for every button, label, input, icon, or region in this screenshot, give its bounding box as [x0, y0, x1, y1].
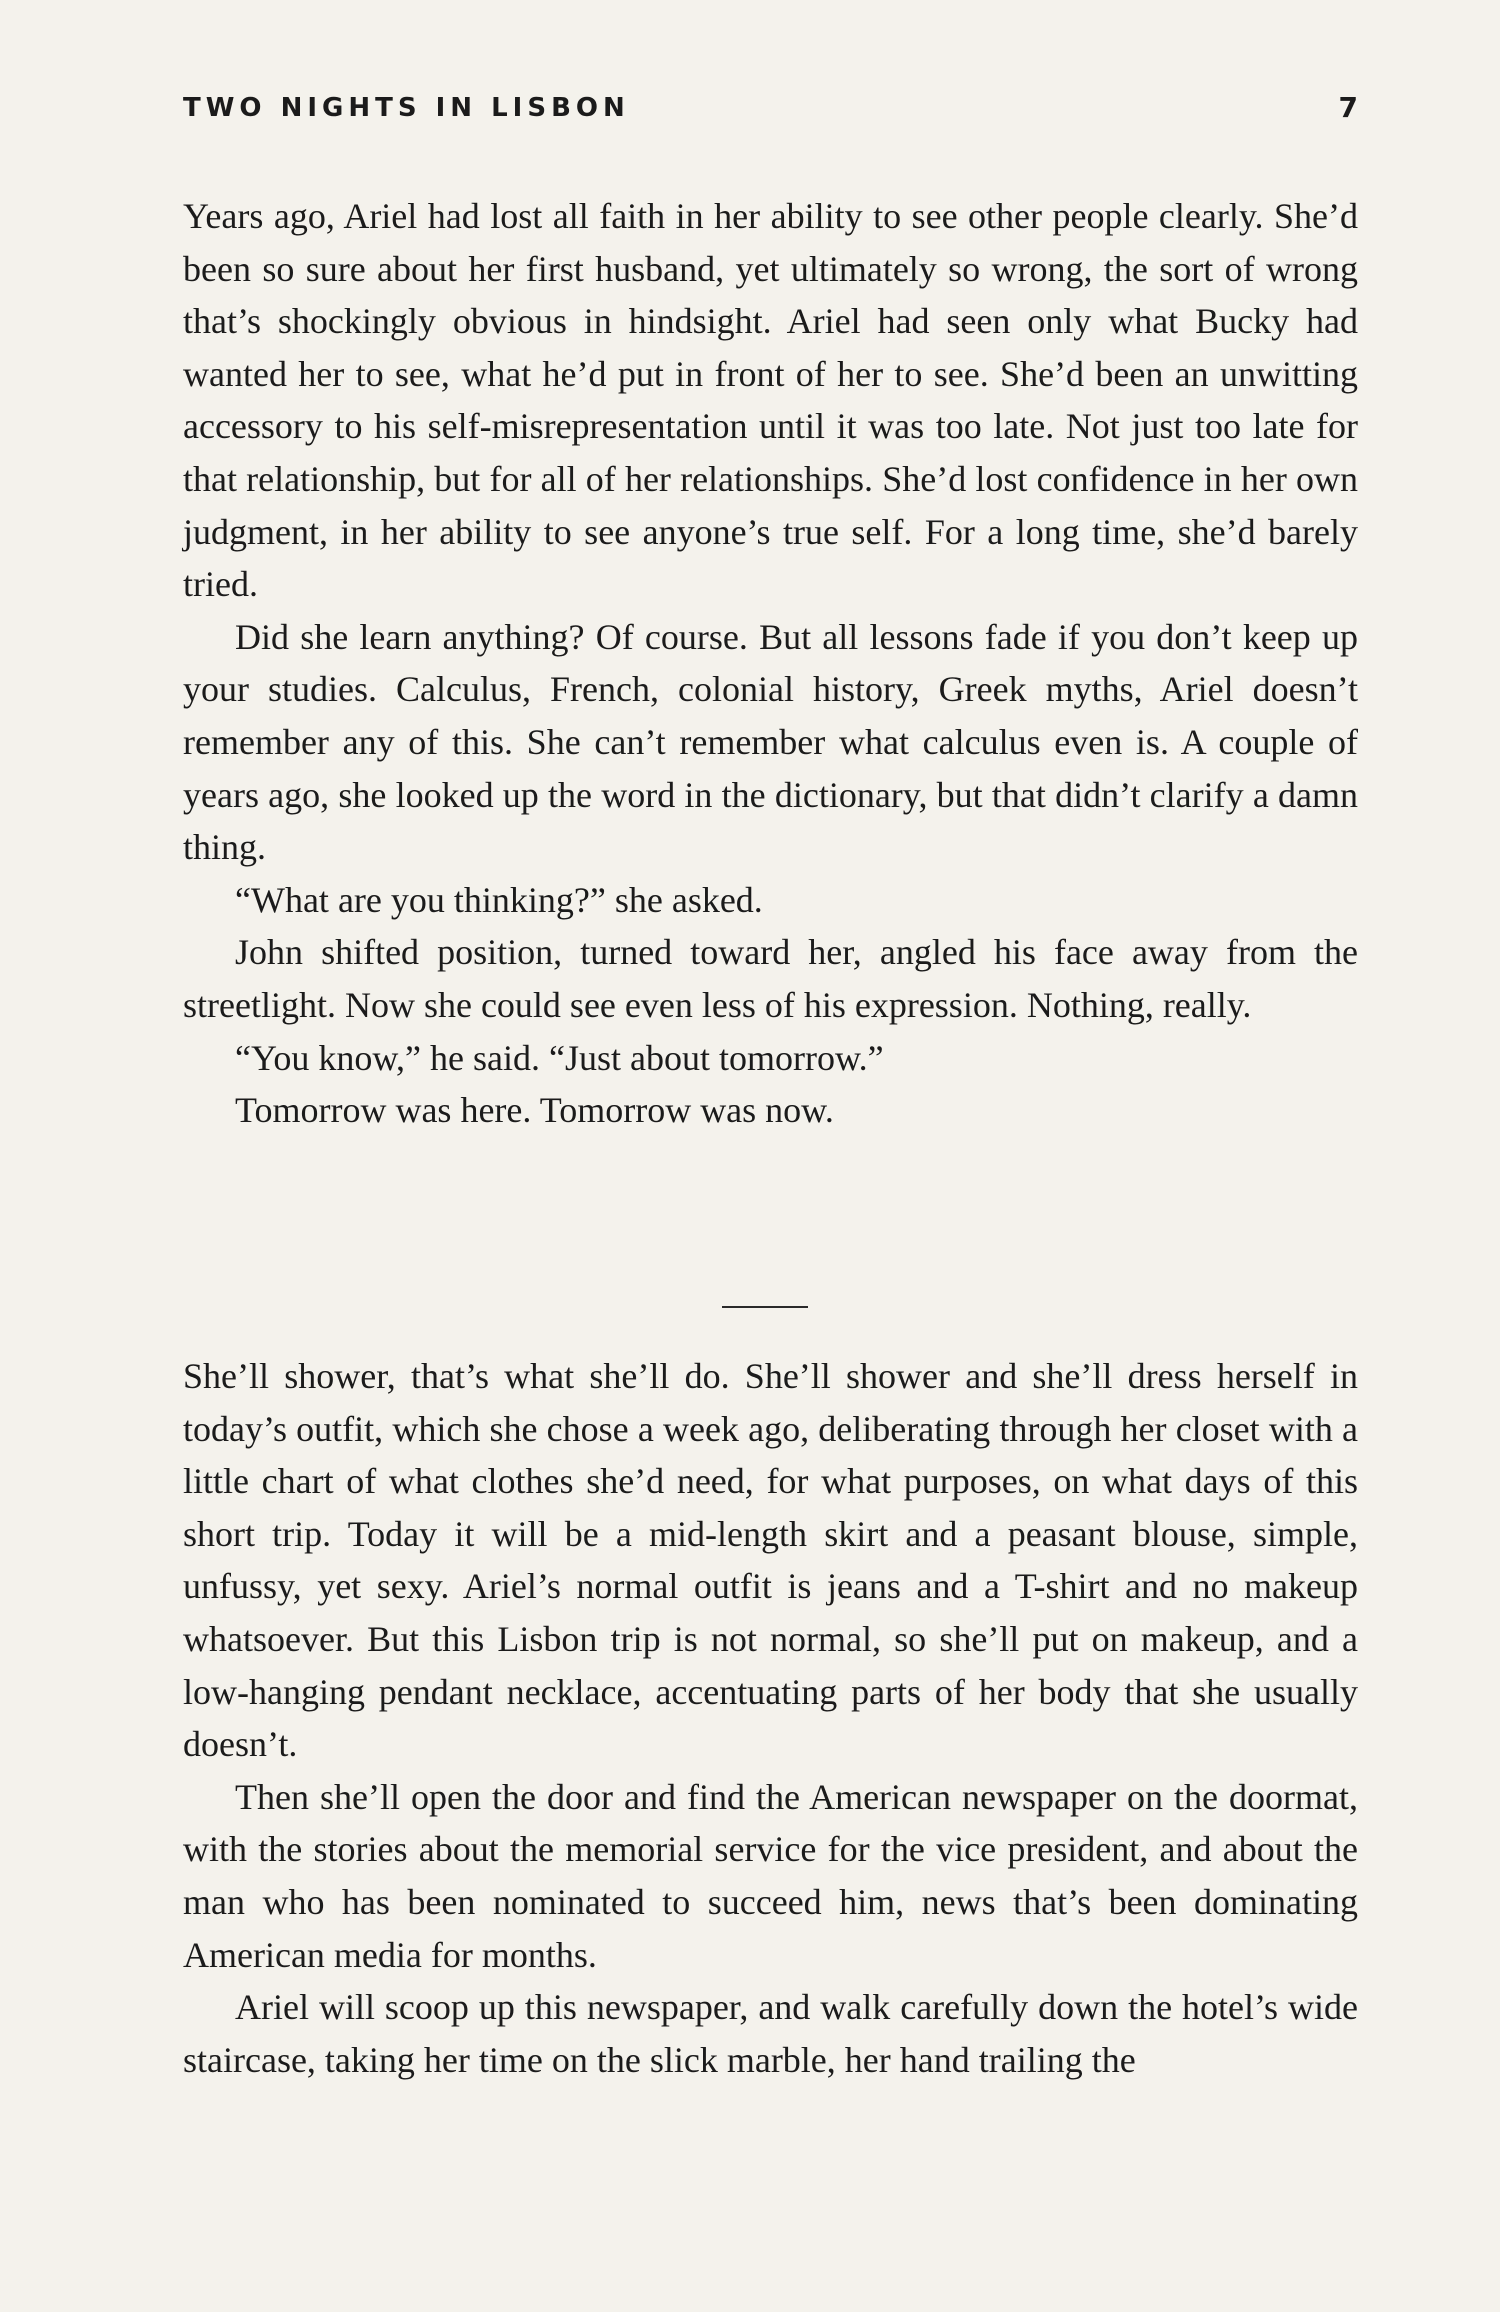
page-number: 7 — [1338, 91, 1358, 124]
dialogue-paragraph: “What are you thinking?” she asked. — [235, 879, 763, 920]
section-break-rule — [722, 1306, 808, 1308]
dialogue-paragraph: “You know,” he said. “Just about tomorrow.” — [235, 1037, 884, 1078]
paragraph: Tomorrow was here. Tomorrow was now. — [235, 1090, 834, 1131]
paragraph: John shifted position, turned toward her, angled his face away from the streetlight. Now she could see even less of his expression. Nothing, really. — [183, 932, 1358, 1025]
paragraph: Years ago, Ariel had lost all faith in her ability to see other people clearly. She’d been so sure about her first husband, yet ultimately so wrong, the sort of wrong that’s shockingly obvious in hindsight. Ariel had seen only what Bucky had wanted her to see, what he’d put in front of her to see. She’d been an unwitting accessory to his self-misrepresentation until it was too late. Not just too late for that relationship, but for all of her relationships. She’d lost confidence in her own judgment, in her ability to see anyone’s true self. For a long time, she’d barely tried. — [183, 196, 1358, 605]
page-header — [183, 88, 1358, 128]
section-one — [183, 190, 1358, 1137]
paragraph: Did she learn anything? Of course. But all lessons fade if you don’t keep up your studies. Calculus, French, colonial history, Greek myths, Ariel doesn’t remember any of this. She can’t remember what calculus even is. A couple of years ago, she looked up the word in the dictionary, but that didn’t clarify a damn thing. — [183, 616, 1358, 868]
section-two — [183, 1350, 1358, 2086]
running-head-title: TWO NIGHTS IN LISBON — [183, 93, 630, 123]
paragraph: Ariel will scoop up this newspaper, and walk carefully down the hotel’s wide staircase, taking her time on the slick marble, her hand trailing the — [183, 1987, 1358, 2080]
paragraph: She’ll shower, that’s what she’ll do. She’ll shower and she’ll dress herself in today’s outfit, which she chose a week ago, deliberating through her closet with a little chart of what clothes she’d need, for what purposes, on what days of this short trip. Today it will be a mid-length skirt and a peasant blouse, simple, unfussy, yet sexy. Ariel’s normal outfit is jeans and a T-shirt and no makeup whatsoever. But this Lisbon trip is not normal, so she’ll put on makeup, and a low-hanging pendant necklace, accentuating parts of her body that she usually doesn’t. — [183, 1356, 1358, 1765]
paragraph: Then she’ll open the door and find the American newspaper on the doormat, with the stories about the memorial service for the vice president, and about the man who has been nominated to succeed him, news that’s been dominating American media for months. — [183, 1776, 1358, 1975]
